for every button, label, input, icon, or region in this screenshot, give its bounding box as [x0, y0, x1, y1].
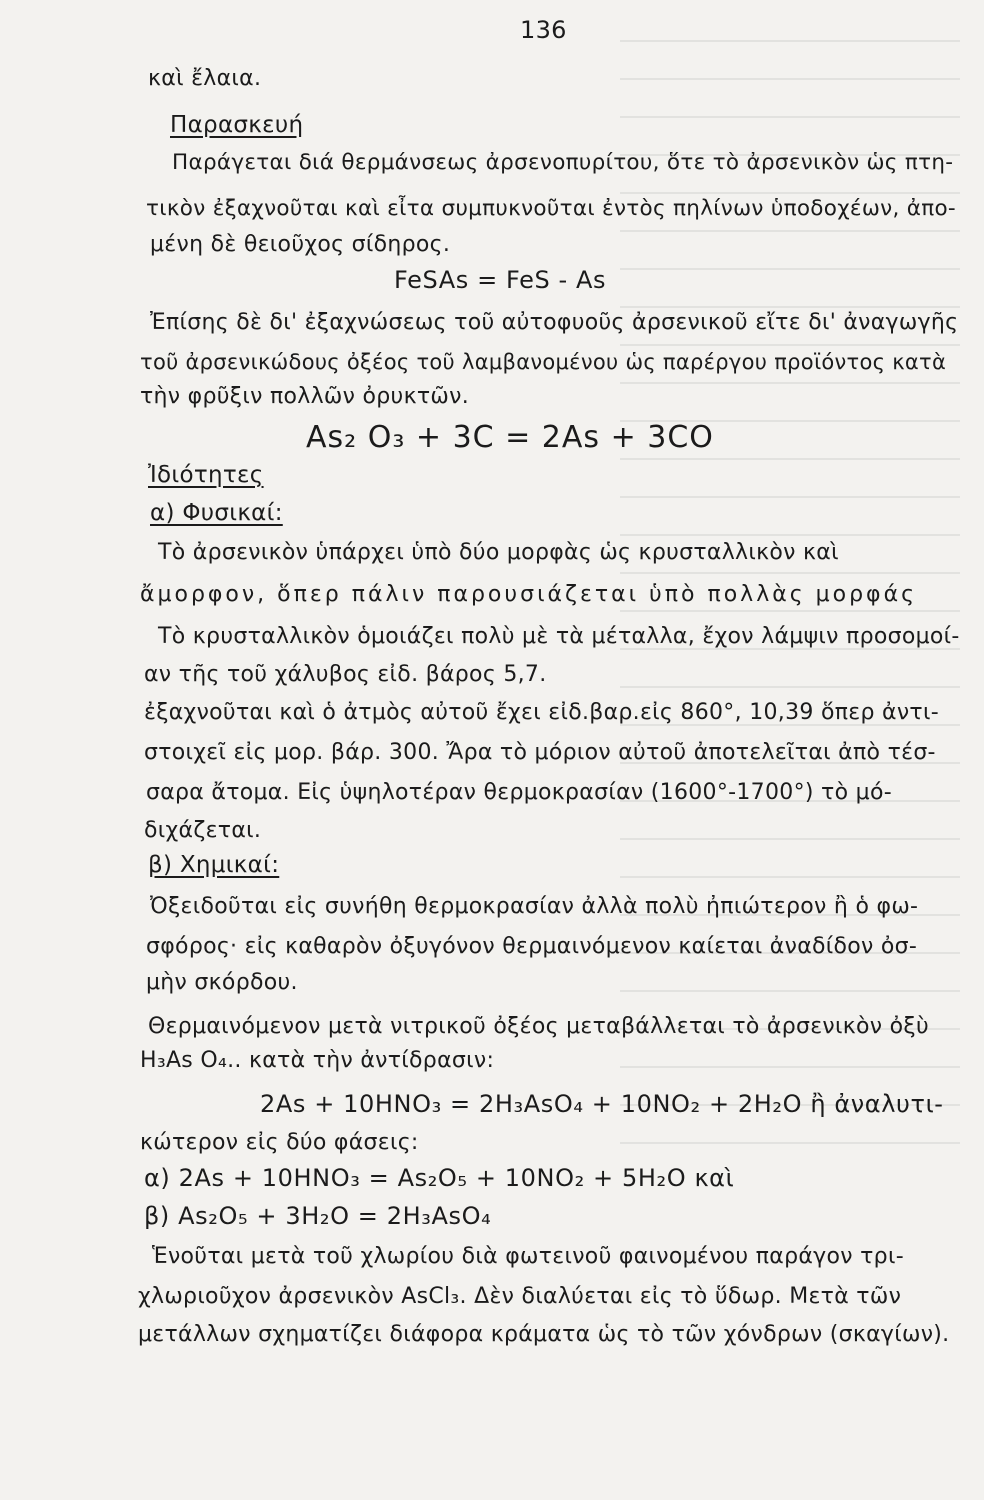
- text-line: τοῦ ἀρσενικώδους ὀξέος τοῦ λαμβανομένου ὡς παρέργου προϊόντος κατὰ: [140, 350, 947, 374]
- text-line: μὴν σκόρδου.: [146, 970, 298, 995]
- text-line: Τὸ ἀρσενικὸν ὑπάρχει ὑπὸ δύο μορφὰς ὡς κρυσταλλικὸν καὶ: [158, 540, 839, 565]
- heading-preparation: Παρασκευή: [170, 112, 304, 138]
- text-line: κώτερον εἰς δύο φάσεις:: [140, 1130, 419, 1155]
- equation: α) 2As + 10HNO₃ = As₂O₅ + 10NO₂ + 5H₂O καὶ: [144, 1164, 735, 1192]
- text-line: διχάζεται.: [144, 818, 262, 843]
- text-line: μετάλλων σχηματίζει διάφορα κράματα ὡς τὸ τῶν χόνδρων (σκαγίων).: [138, 1322, 950, 1347]
- text-line: σαρα ἄτομα. Εἰς ὑψηλοτέραν θερμοκρασίαν (1600°-1700°) τὸ μό-: [146, 780, 892, 805]
- text-line: Θερμαινόμενον μετὰ νιτρικοῦ ὀξέος μεταβάλλεται τὸ ἀρσενικὸν ὀξὺ: [148, 1014, 930, 1039]
- text-line: Ἑνοῦται μετὰ τοῦ χλωρίου διὰ φωτεινοῦ φαινομένου παράγον τρι-: [152, 1244, 904, 1269]
- text-line: αν τῆς τοῦ χάλυβος εἰδ. βάρος 5,7.: [144, 662, 547, 687]
- text-line: ἐξαχνοῦται καὶ ὁ ἀτμὸς αὐτοῦ ἔχει εἰδ.βαρ.εἰς 860°, 10,39 ὅπερ ἀντι-: [144, 700, 939, 725]
- text-line: Τὸ κρυσταλλικὸν ὁμοιάζει πολὺ μὲ τὰ μέταλλα, ἔχον λάμψιν προσομοί-: [158, 624, 960, 649]
- text-line: καὶ ἔλαια.: [148, 66, 262, 91]
- heading-chemical: β) Χημικαί:: [148, 852, 280, 878]
- text-line: μένη δὲ θειοῦχος σίδηρος.: [150, 232, 451, 257]
- text-line: τικὸν ἐξαχνοῦται καὶ εἶτα συμπυκνοῦται ἐντὸς πηλίνων ὑποδοχέων, ἀπο-: [146, 196, 956, 221]
- heading-properties: Ἰδιότητες: [148, 462, 264, 488]
- text-line: H₃As O₄.. κατὰ τὴν ἀντίδρασιν:: [140, 1048, 495, 1073]
- text-line: τὴν φρῦξιν πολλῶν ὀρυκτῶν.: [140, 384, 469, 409]
- text-line: Ἐπίσης δὲ δι' ἐξαχνώσεως τοῦ αὐτοφυοῦς ἀρσενικοῦ εἴτε δι' ἀναγωγῆς: [150, 310, 959, 335]
- heading-physical: α) Φυσικαί:: [150, 500, 283, 526]
- page-number: 136: [520, 16, 567, 44]
- equation: As₂ O₃ + 3C = 2As + 3CO: [306, 420, 714, 455]
- equation: 2As + 10HNO₃ = 2H₃AsO₄ + 10NO₂ + 2H₂O ἢ ἀναλυτι-: [260, 1090, 944, 1118]
- equation: FeSAs = FeS - As: [394, 266, 607, 294]
- text-line: χλωριοῦχον ἀρσενικὸν AsCl₃. Δὲν διαλύεται εἰς τὸ ὕδωρ. Μετὰ τῶν: [138, 1284, 902, 1309]
- equation: β) As₂O₅ + 3H₂O = 2H₃AsO₄: [144, 1202, 492, 1230]
- text-line: σφόρος· εἰς καθαρὸν ὀξυγόνον θερμαινόμενον καίεται ἀναδίδον ὀσ-: [146, 934, 918, 959]
- text-line: Ὀξειδοῦται εἰς συνήθη θερμοκρασίαν ἀλλὰ πολὺ ἠπιώτερον ἢ ὁ φω-: [150, 894, 919, 919]
- text-line: Παράγεται διά θερμάνσεως ἀρσενοπυρίτου, ὅτε τὸ ἀρσενικὸν ὡς πτη-: [172, 150, 954, 175]
- text-line: στοιχεῖ εἰς μορ. βάρ. 300. Ἄρα τὸ μόριον αὐτοῦ ἀποτελεῖται ἀπὸ τέσ-: [144, 740, 936, 765]
- text-line: ἄμορφον, ὅπερ πάλιν παρουσιάζεται ὑπὸ πολλὰς μορφάς: [140, 582, 917, 607]
